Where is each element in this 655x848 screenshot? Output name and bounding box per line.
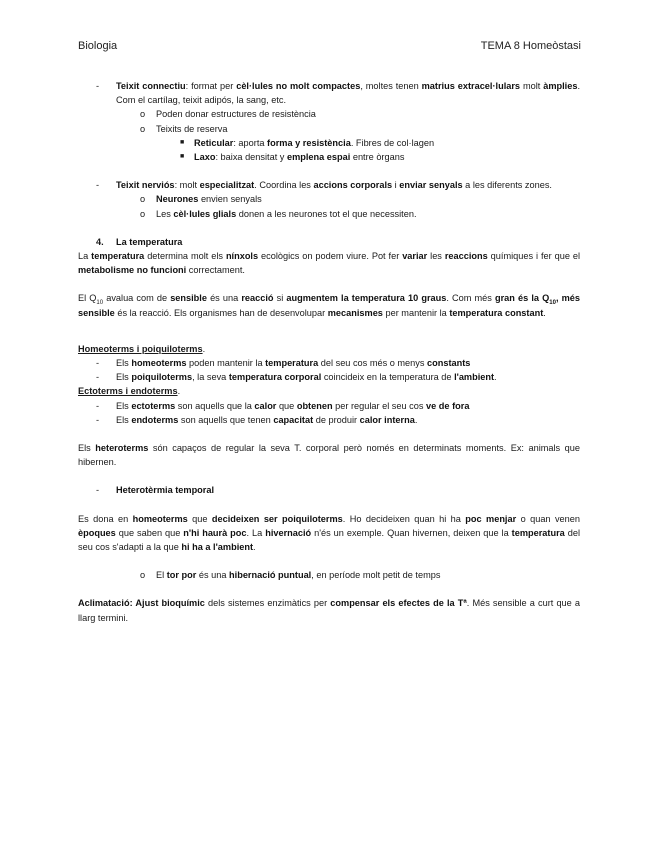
circle-bullet: o (140, 123, 146, 134)
dash-bullet: - (96, 180, 100, 191)
circle-bullet: o (140, 194, 146, 205)
sub-item: o Les cèl·lules glials donen a les neurones tot el que necessiten. (78, 207, 580, 221)
paragraph: Aclimatació: Ajust bioquímic dels sistemes enzimàtics per compensar els efectes de la Tª. Més sensible a curt que a llarg termini. (78, 598, 581, 623)
sub-sub-item: ■ Laxo: baixa densitat y emplena espai entre òrgans (78, 150, 580, 164)
dash-bullet: - (96, 81, 100, 91)
list-item: - Els ectoterms son aquells que la calor que obtenen per regular el seu cos ve de fora (96, 400, 470, 411)
list-item: - Els homeoterms poden mantenir la temperatura del seu cos més o menys constants (96, 358, 471, 369)
sub-item: o Poden donar estructures de resistència (78, 107, 580, 121)
list-item: - Els endoterms son aquells que tenen capacitat de produir calor interna. (96, 414, 418, 425)
nervous-tissue-item: - Teixit nerviós: molt especialitzat. Coordina les accions corporals i enviar senyals a les diferents zones. (78, 178, 580, 192)
sub-item: o Neurones envien senyals (78, 192, 580, 206)
paragraph: Es dona en homeoterms que decideixen ser poiquiloterms. Ho decideixen quan hi ha poc menjar o quan venen èpoques que saben que n'hi haurà poc. La hivernació n'és un exemple. Quan hivernen, deixen que la temperatura del seu cos s'adapti a la que hi ha a l'ambient. (78, 513, 580, 553)
connective-tissue-item: - Teixit connectiu: format per cèl·lules no molt compactes, moltes tenen matrius extracel·lulars molt àmplies. Com el cartílag, teixit adipós, la sang, etc. (96, 81, 580, 106)
header-topic: TEMA 8 Homeòstasi (480, 40, 581, 52)
subheading: Ectoterms i endoterms. (78, 386, 181, 397)
sub-item: o Teixits de reserva (78, 122, 580, 136)
paragraph: Els heteroterms són capaços de regular la seva T. corporal però només en determinats moments. Ex: animals que hibernen. (78, 443, 580, 468)
subheading: Homeoterms i poiquiloterms. (78, 343, 206, 354)
square-bullet: ■ (180, 153, 185, 161)
circle-bullet: o (140, 208, 146, 219)
section-heading: 4. La temperatura (96, 236, 183, 247)
circle-bullet: o (140, 570, 146, 581)
list-item: - Els poiquiloterms, la seva temperatura corporal coincideix en la temperatura de l'ambient. (96, 372, 497, 383)
document-body (78, 79, 580, 625)
square-bullet: ■ (180, 138, 185, 146)
subheading: - Heterotèrmia temporal (96, 485, 215, 496)
sub-sub-item: ■ Reticular: aporta forma y resistència. Fibres de col·lagen (78, 136, 580, 150)
circle-bullet: o (140, 109, 146, 120)
header-subject: Biologia (78, 40, 118, 52)
paragraph: La temperatura determina molt els nínxols ecològics on podem viure. Pot fer variar les reaccions químiques i fer que el metabolisme no funcioni correctament. (78, 251, 581, 276)
paragraph: El $Q_{10}$ avalua com de sensible és una reacció si augmentem la temperatura 10 graus. Com més gran és la $Q_{10}$, més sensible és la reacció. Els organismes han de desenvolupar mecanismes per mantenir la temperatura constant. (78, 293, 580, 318)
term: Teixit connectiu (116, 81, 186, 91)
sub-item: o El tor por és una hibernació puntual, en període molt petit de temps (78, 568, 580, 582)
